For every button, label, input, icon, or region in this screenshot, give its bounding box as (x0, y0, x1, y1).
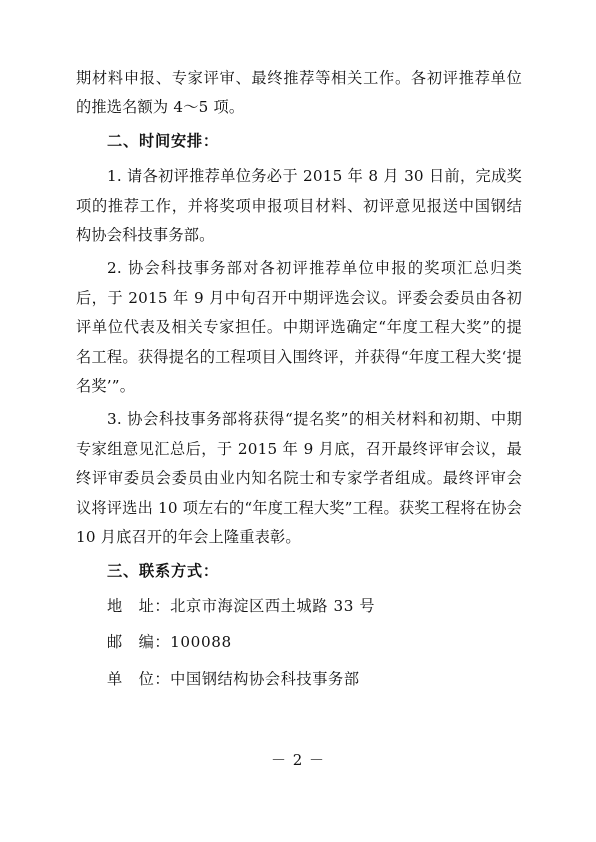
contact-address-label: 地 址： (107, 596, 171, 615)
contact-postcode (76, 628, 522, 657)
contact-unit-value: 中国钢结构协会科技事务部 (170, 669, 360, 688)
contact-postcode-label: 邮 编： (107, 633, 171, 652)
contact-address (76, 592, 522, 621)
section-heading-contact: 三、联系方式： (107, 561, 219, 580)
contact-postcode-value: 100088 (170, 633, 232, 652)
section-heading-schedule: 二、时间安排： (107, 131, 219, 150)
intro-paragraph: 期材料申报、专家评审、最终推荐等相关工作。各初评推荐单位的推选名额为 4～5 项。 (76, 69, 522, 117)
schedule-item-2: 2. 协会科技事务部对各初评推荐单位申报的奖项汇总归类后，于 2015 年 9 月中旬召开中期评选会议。评委会委员由各初评单位代表及相关专家担任。中期评选确定“年度工程大奖”的提名工程。获得提名的工程项目入围终评，并获得“年度工程大奖‘提名奖’”。 (76, 259, 522, 396)
schedule-item-3: 3. 协会科技事务部将获得“提名奖”的相关材料和初期、中期专家组意见汇总后，于 2015 年 9 月底，召开最终评审会议，最终评审委员会委员由业内知名院士和专家学者组成。最终评审会议将评选出 10 项左右的“年度工程大奖”工程。获奖工程将在协会 10 月底召开的年会上隆重表彰。 (76, 410, 522, 547)
contact-unit (76, 665, 522, 694)
document-body (76, 64, 522, 701)
schedule-item-1: 1. 请各初评推荐单位务必于 2015 年 8 月 30 日前，完成奖项的推荐工作，并将奖项申报项目材料、初评意见报送中国钢结构协会科技事务部。 (76, 167, 522, 245)
contact-address-value: 北京市海淀区西土城路 33 号 (170, 596, 376, 615)
contact-unit-label: 单 位： (107, 669, 171, 688)
page-number: － 2 － (270, 751, 326, 769)
